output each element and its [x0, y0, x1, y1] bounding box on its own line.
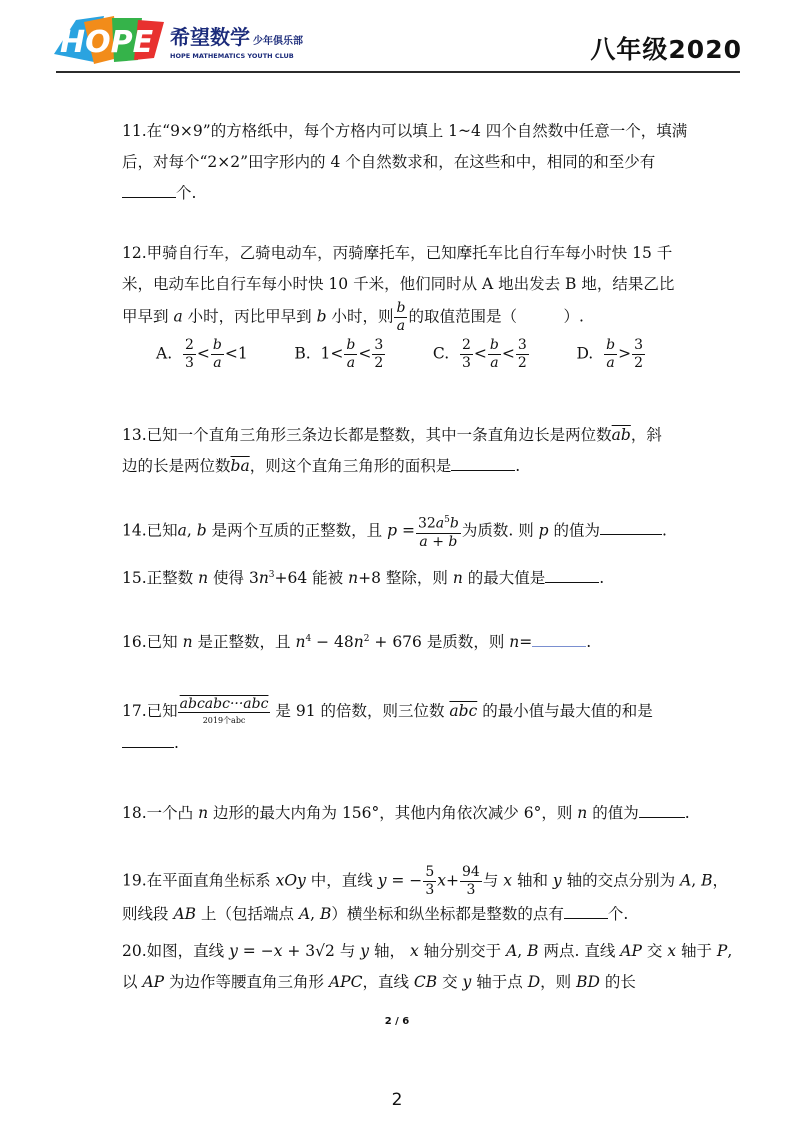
- q11-line2: 后，对每个“2×2”田字形内的 4 个自然数求和，在这些和中，相同的和至少有: [122, 153, 656, 171]
- answer-blank[interactable]: [639, 799, 685, 818]
- page-number: 2: [391, 1090, 403, 1110]
- q11-line1: 11.在“9×9”的方格纸中，每个方格内可以填上 1~4 四个自然数中任意一个，填满: [122, 122, 688, 140]
- repeated-abc-expression: abcabc···abc 2019个abc: [179, 695, 269, 725]
- question-12: [122, 238, 682, 372]
- q13-line2: 边的长是两位数$\overline{ba}$，则这个直角三角形的面积是 .: [122, 451, 682, 482]
- answer-blank[interactable]: [564, 900, 608, 919]
- question-14: 14.已知a, b 是两个互质的正整数，且 p = $\frac{32a^5b}{a + b}$ 为质数. 则 p 的值为 .: [122, 512, 682, 551]
- answer-blank[interactable]: [545, 564, 599, 583]
- q12-line1: 12.甲骑自行车，乙骑电动车，丙骑摩托车，已知摩托车比自行车每小时快 15 千: [122, 244, 673, 262]
- question-15: 15.正整数 n 使得 $3n^3+64$ 能被 n+8 整除，则 n 的最大值是 .: [122, 560, 682, 594]
- question-18: 18.一个凸 n 边形的最大内角为 156°，其他内角依次减少 6°，则 n 的值为 .: [122, 798, 682, 829]
- question-19: 19.在平面直角坐标系 xOy 中，直线 y = − $\frac{5}{3}$ x+ $\frac{94}{3}$ 与 x 轴和 y 轴的交点分别为 A, B， 则线段 AB 上（包括端点 A, B）横坐标和纵坐标都是整数的点有 个.: [122, 864, 729, 923]
- question-11: [122, 116, 688, 209]
- grade-title: 八年级2020: [590, 35, 742, 64]
- option-b[interactable]: B. 1< $\frac{b}{a}$ < $\frac{3}{2}$: [294, 337, 384, 371]
- question-16: 16.已知 n 是正整数，且 $n^4 - 48n^2 + 676$ 是质数，则 n= .: [122, 624, 682, 658]
- question-13: [122, 420, 682, 482]
- q12-line2: 米，电动车比自行车每小时快 10 千米，他们同时从 A 地出发去 B 地，结果乙比: [122, 275, 675, 293]
- hope-logo: [54, 14, 322, 70]
- q12-options: [156, 337, 646, 372]
- q11-line3: 个.: [122, 178, 682, 209]
- answer-blank[interactable]: [122, 179, 176, 198]
- svg-text:HOPE: HOPE: [60, 25, 154, 60]
- page-indicator: 2 / 6: [384, 1016, 410, 1027]
- page-header: [0, 0, 794, 80]
- answer-blank[interactable]: [600, 516, 662, 535]
- svg-text:少年俱乐部: 少年俱乐部: [253, 36, 303, 47]
- q12-line3: 甲早到 a 小时，丙比甲早到 b 小时，则 $\frac{b}{a}$ 的取值范围是（ ）.: [122, 300, 584, 334]
- svg-text:HOPE MATHEMATICS YOUTH CLUB: HOPE MATHEMATICS YOUTH CLUB: [170, 52, 294, 60]
- fraction-b-over-a: $\frac{b}{a}$: [396, 300, 406, 334]
- answer-blank[interactable]: [532, 628, 586, 647]
- header-rule: [56, 71, 740, 73]
- question-20: 20.如图，直线 y = −x + 3√2 与 y 轴， x 轴分别交于 A, B 两点. 直线 AP 交 x 轴于 P, 以 AP 为边作等腰直角三角形 APC，直线 CB 交 y 轴于点 D，则 BD 的长: [122, 942, 733, 991]
- svg-text:希望数学: 希望数学: [170, 25, 250, 49]
- option-c[interactable]: C. $\frac{2}{3}$ < $\frac{b}{a}$ < $\frac{3}{2}$: [432, 337, 527, 371]
- option-a[interactable]: A. $\frac{2}{3}$ < $\frac{b}{a}$ <1: [156, 337, 248, 371]
- answer-blank[interactable]: [451, 452, 515, 471]
- answer-blank[interactable]: [122, 729, 174, 748]
- question-17: 17.已知 abcabc···abc 2019个abc 是 91 的倍数，则三位数 $\overline{abc}$ 的最小值与最大值的和是 .: [122, 695, 653, 752]
- option-d[interactable]: D. $\frac{b}{a}$ > $\frac{3}{2}$: [576, 337, 643, 371]
- q13-line1: 13.已知一个直角三角形三条边长都是整数，其中一条直角边长是两位数$\overline{ab}$，斜: [122, 426, 662, 444]
